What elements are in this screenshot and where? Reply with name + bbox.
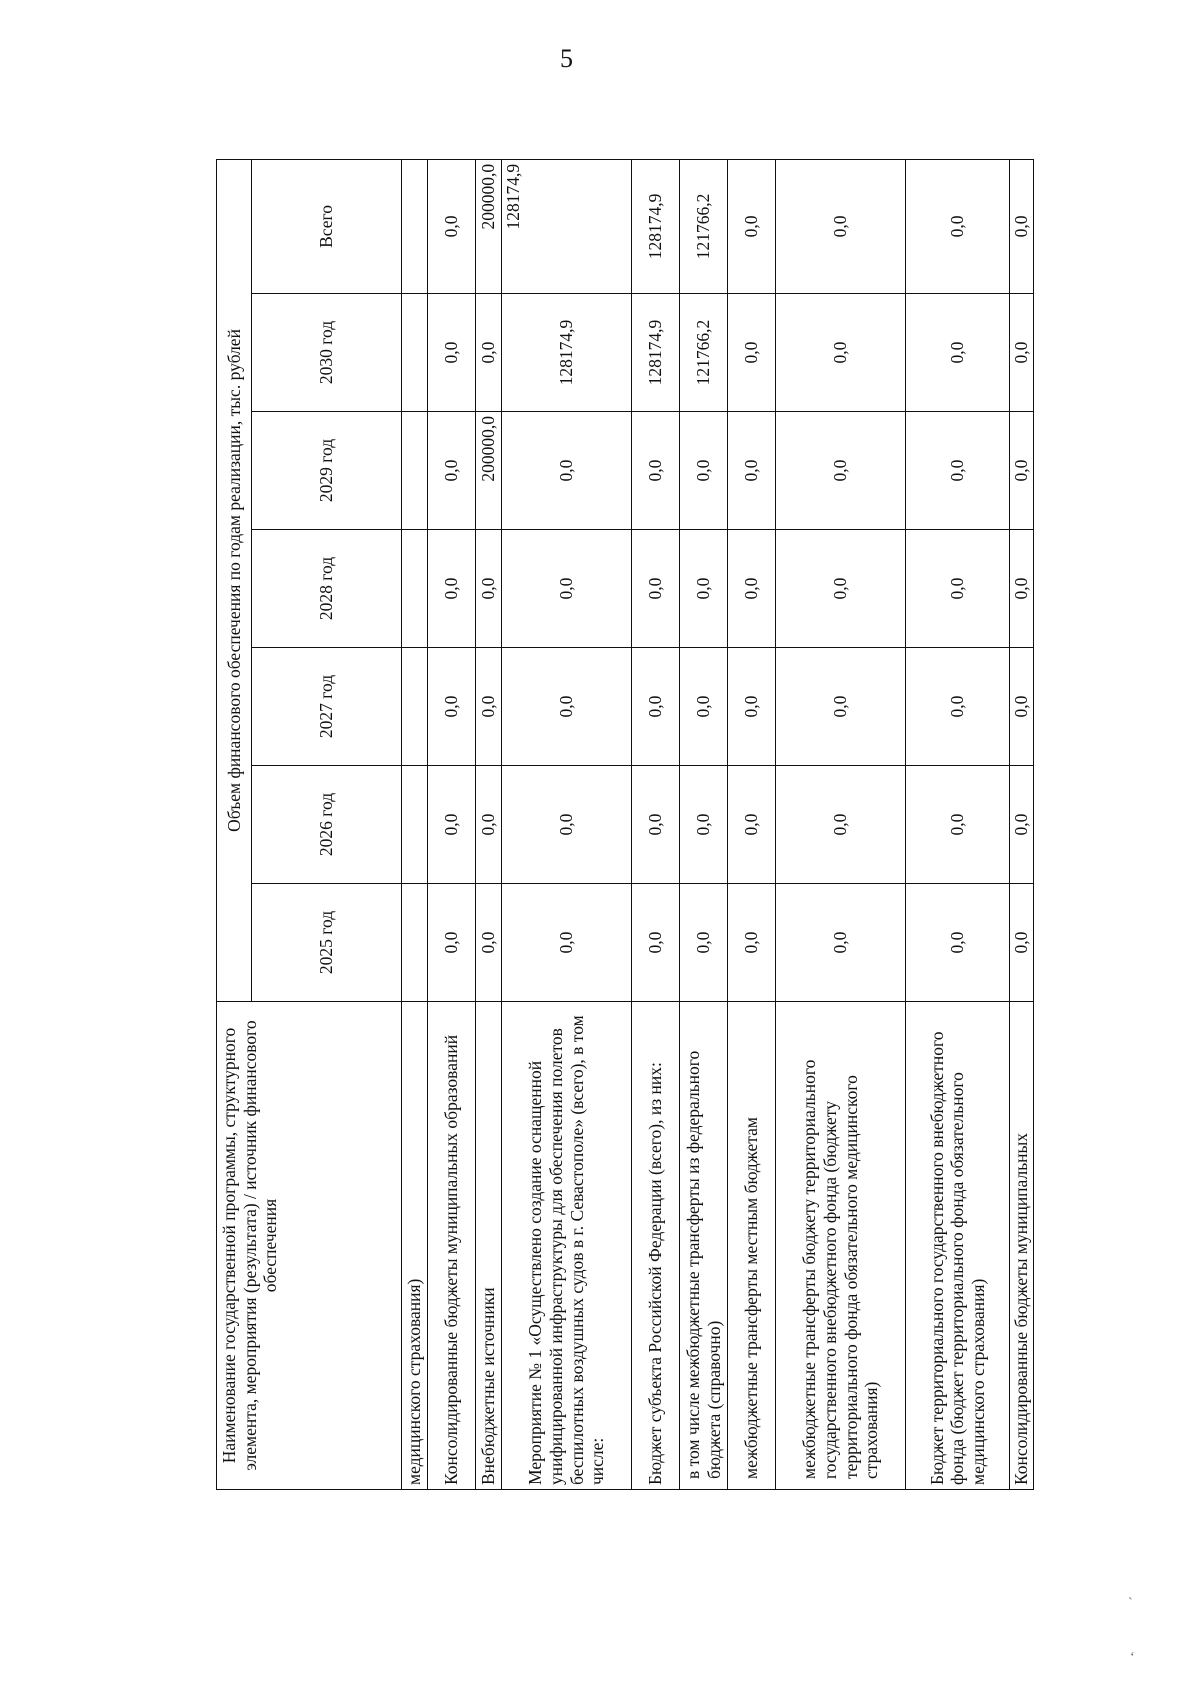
table-row [1010, 159, 1034, 1489]
row-cell: 0,0 [502, 766, 632, 884]
scan-speck: ‘ [1130, 1650, 1135, 1665]
row-cell: 0,0 [906, 766, 1010, 884]
row-cell: 0,0 [428, 412, 476, 530]
header-row-1 [217, 159, 252, 1489]
row-cell: 0,0 [776, 294, 906, 412]
row-cell: 0,0 [476, 294, 502, 412]
scan-speck: ` [1128, 1596, 1133, 1611]
page-number: 5 [560, 44, 573, 73]
row-cell: 0,0 [502, 648, 632, 766]
row-cell: 121766,2 [680, 159, 728, 293]
row-cell: 0,0 [1010, 766, 1034, 884]
row-cell: 0,0 [728, 648, 776, 766]
table-row [502, 159, 632, 1489]
row-cell: 0,0 [776, 884, 906, 1002]
table-row [476, 159, 502, 1489]
row-cell: 0,0 [428, 159, 476, 293]
row-name: Мероприятие № 1 «Осуществлено создание оснащенной унифицированной инфраструктуры для обеспечения полетов беспилотных воздушных судов в г. Севастополе» (всего), в том числе: [502, 1002, 632, 1490]
row-cell: 0,0 [428, 766, 476, 884]
row-cell: 0,0 [776, 648, 906, 766]
row-cell [402, 766, 428, 884]
row-name: в том числе межбюджетные трансферты из федерального бюджета (справочно) [680, 1002, 728, 1490]
table-row [632, 159, 680, 1489]
row-cell: 0,0 [776, 159, 906, 293]
row-cell: 0,0 [1010, 294, 1034, 412]
row-name: Бюджет территориального государственного внебюджетного фонда (бюджет территориального фонда обязательного медицинского страхования) [906, 1002, 1010, 1490]
row-cell: 0,0 [728, 530, 776, 648]
row-cell: 0,0 [428, 648, 476, 766]
row-cell: 0,0 [728, 159, 776, 293]
row-cell: 0,0 [728, 412, 776, 530]
row-cell [402, 884, 428, 1002]
row-cell: 0,0 [632, 530, 680, 648]
row-cell: 0,0 [502, 530, 632, 648]
row-cell: 0,0 [428, 294, 476, 412]
row-cell: 0,0 [502, 412, 632, 530]
rotated-table-container [216, 160, 1034, 1490]
table-row [428, 159, 476, 1489]
row-name: Бюджет субъекта Российской Федерации (всего), из них: [632, 1002, 680, 1490]
row-cell: 0,0 [728, 294, 776, 412]
year-header-2027: 2027 год [252, 648, 402, 766]
row-cell: 0,0 [1010, 159, 1034, 293]
row-cell: 0,0 [906, 294, 1010, 412]
row-cell: 0,0 [728, 766, 776, 884]
row-cell: 0,0 [680, 530, 728, 648]
table-row [728, 159, 776, 1489]
row-cell: 0,0 [632, 412, 680, 530]
row-name: межбюджетные трансферты местным бюджетам [728, 1002, 776, 1490]
row-cell: 0,0 [1010, 884, 1034, 1002]
name-column-header: Наименование государственной программы, структурного элемента, мероприятия (результата) / источник финансового обеспечения [217, 1002, 402, 1490]
total-header: Всего [252, 159, 402, 293]
row-cell: 0,0 [906, 530, 1010, 648]
row-cell: 0,0 [680, 884, 728, 1002]
funding-table [216, 159, 1034, 1490]
row-cell: 0,0 [776, 530, 906, 648]
row-cell: 0,0 [906, 412, 1010, 530]
row-cell: 0,0 [728, 884, 776, 1002]
row-cell: 0,0 [632, 648, 680, 766]
row-cell: 0,0 [632, 884, 680, 1002]
table-row [906, 159, 1010, 1489]
row-cell: 0,0 [476, 766, 502, 884]
volume-group-header: Объем финансового обеспечения по годам реализации, тыс. рублей [217, 159, 252, 1001]
row-cell: 128174,9 [632, 294, 680, 412]
row-cell: 0,0 [1010, 412, 1034, 530]
row-cell: 0,0 [906, 884, 1010, 1002]
year-header-2025: 2025 год [252, 884, 402, 1002]
row-cell: 0,0 [776, 766, 906, 884]
row-cell [402, 159, 428, 293]
row-name: медицинского страхования) [402, 1002, 428, 1490]
row-cell: 0,0 [502, 884, 632, 1002]
row-cell: 0,0 [428, 884, 476, 1002]
row-cell: 0,0 [776, 412, 906, 530]
row-cell: 128174,9 [502, 294, 632, 412]
year-header-2028: 2028 год [252, 530, 402, 648]
row-cell [402, 648, 428, 766]
row-cell: 200000,0 [476, 412, 502, 530]
row-cell: 128174,9 [632, 159, 680, 293]
year-header-2029: 2029 год [252, 412, 402, 530]
row-cell [402, 294, 428, 412]
row-cell: 128174,9 [502, 159, 632, 293]
row-cell: 200000,0 [476, 159, 502, 293]
row-cell: 0,0 [680, 766, 728, 884]
row-cell: 121766,2 [680, 294, 728, 412]
row-cell: 0,0 [1010, 648, 1034, 766]
row-cell: 0,0 [680, 412, 728, 530]
table-row [680, 159, 728, 1489]
year-header-2030: 2030 год [252, 294, 402, 412]
year-header-2026: 2026 год [252, 766, 402, 884]
row-cell [402, 530, 428, 648]
row-cell: 0,0 [476, 884, 502, 1002]
row-cell: 0,0 [476, 530, 502, 648]
row-cell [402, 412, 428, 530]
row-cell: 0,0 [906, 648, 1010, 766]
row-cell: 0,0 [428, 530, 476, 648]
row-cell: 0,0 [906, 159, 1010, 293]
table-row [776, 159, 906, 1489]
row-name: Консолидированные бюджеты муниципальных образований [428, 1002, 476, 1490]
row-name: Внебюджетные источники [476, 1002, 502, 1490]
row-cell: 0,0 [476, 648, 502, 766]
row-cell: 0,0 [680, 648, 728, 766]
table-row [402, 159, 428, 1489]
row-name: межбюджетные трансферты бюджету территориального государственного внебюджетного фонда (бюджету территориального фонда обязательного медицинского страхования) [776, 1002, 906, 1490]
row-cell: 0,0 [632, 766, 680, 884]
row-cell: 0,0 [1010, 530, 1034, 648]
row-name: Консолидированные бюджеты муниципальных [1010, 1002, 1034, 1490]
